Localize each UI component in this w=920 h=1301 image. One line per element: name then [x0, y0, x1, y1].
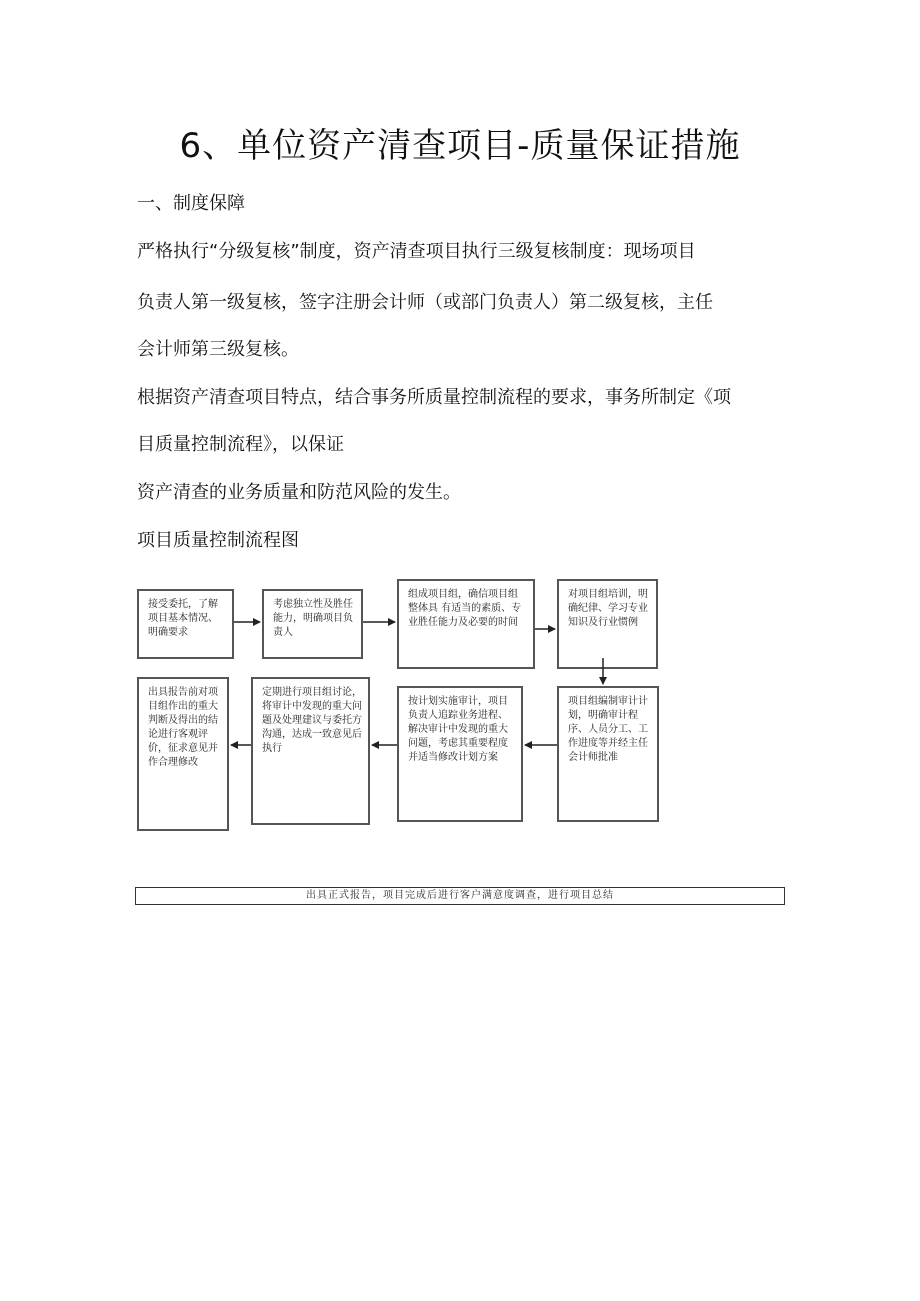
flow-step-2: 考虑独立性及胜任能力，明确项目负责人 — [262, 589, 363, 659]
page-title: 6、单位资产清查项目-质量保证措施 — [179, 126, 741, 166]
flow-step-5: 项目组编制审计计划，明确审计程序、人员分工、工作进度等并经主任会计师批准 — [557, 686, 659, 822]
flow-step-8: 出具报告前对项目组作出的重大判断及得出的结论进行客观评价，征求意见并作合理修改 — [137, 677, 229, 831]
flow-step-7: 定期进行项目组讨论，将审计中发现的重大问题及处理建议与委托方沟通，达成一致意见后执行 — [251, 677, 370, 825]
paragraph-1-line-1: 严格执行“分级复核”制度，资产清查项目执行三级复核制度：现场项目 — [137, 241, 696, 262]
paragraph-2-line-1: 根据资产清查项目特点，结合事务所质量控制流程的要求，事务所制定《项 — [137, 387, 731, 408]
flow-step-6: 按计划实施审计，项目负责人追踪业务进程、解决审计中发现的重大问题，考虑其重要程度并适当修改计划方案 — [397, 686, 523, 822]
flow-final-step: 出具正式报告，项目完成后进行客户满意度调查，进行项目总结 — [135, 887, 785, 905]
flow-caption: 项目质量控制流程图 — [137, 530, 299, 551]
section-heading: 一、制度保障 — [137, 193, 245, 214]
paragraph-2-line-2: 目质量控制流程》，以保证 — [137, 434, 344, 455]
flow-step-3: 组成项目组，确信项目组整体具 有适当的素质、专业胜任能力及必要的时间 — [397, 579, 535, 669]
paragraph-1-line-2: 负责人第一级复核，签字注册会计师（或部门负责人）第二级复核，主任 — [137, 292, 713, 313]
flow-step-4: 对项目组培训，明确纪律、学习专业知识及行业惯例 — [557, 579, 658, 669]
paragraph-2-line-3: 资产清查的业务质量和防范风险的发生。 — [137, 482, 461, 503]
flow-step-1: 接受委托，了解项目基本情况、明确要求 — [137, 589, 234, 659]
paragraph-1-line-3: 会计师第三级复核。 — [137, 339, 299, 360]
